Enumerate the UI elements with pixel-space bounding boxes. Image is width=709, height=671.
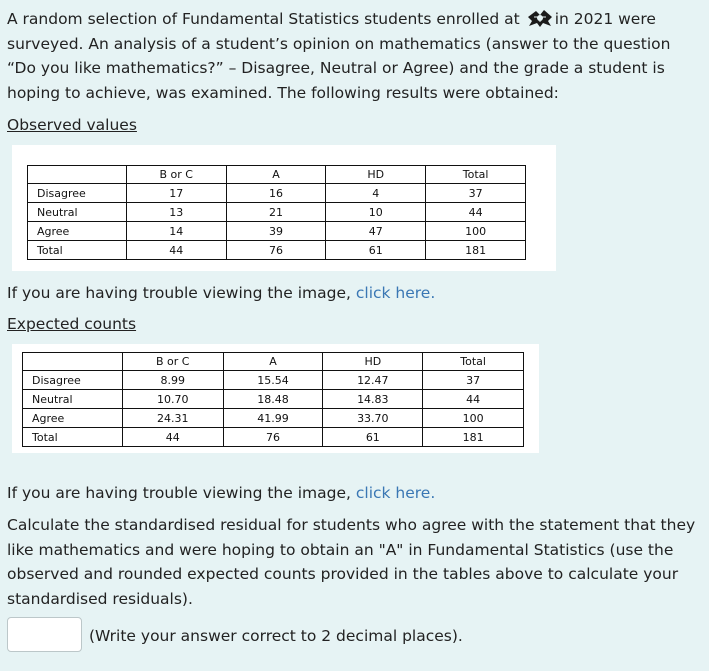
table-cell: 13	[126, 203, 226, 222]
intro-text-start: A random selection of Fundamental Statistics students enrolled at	[7, 10, 525, 28]
table-cell: 12.47	[323, 371, 423, 390]
table-cell: 44	[122, 428, 223, 447]
table-cell: A	[226, 166, 326, 184]
table-cell: 181	[423, 428, 524, 447]
table-header-row	[23, 353, 524, 371]
table-row	[23, 409, 524, 428]
table-cell: A	[223, 353, 323, 371]
table-row	[23, 428, 524, 447]
table-cell: B or C	[126, 166, 226, 184]
row-label: Agree	[28, 222, 127, 241]
table-row	[28, 241, 526, 260]
table-cell: Total	[426, 166, 526, 184]
table-header-row	[28, 166, 526, 184]
table-cell: 100	[423, 409, 524, 428]
expected-click-here-link[interactable]: click here.	[355, 484, 436, 502]
table-cell: 61	[323, 428, 423, 447]
table-cell: 37	[423, 371, 524, 390]
table-cell: HD	[323, 353, 423, 371]
table-cell: 4	[326, 184, 426, 203]
row-label: Neutral	[28, 203, 127, 222]
table-cell: 10.70	[122, 390, 223, 409]
observed-help-text	[7, 283, 435, 303]
intro-text-end: in 2021 were surveyed. An analysis of a student’s opinion on mathematics (answer to the question “Do you like mathematics?” – Disagree, Neutral or Agree) and the grade a student is hoping to achieve, was examined. The following results were obtained:	[7, 10, 671, 102]
table-cell: 44	[426, 203, 526, 222]
table-row	[23, 371, 524, 390]
help-prefix: If you are having trouble viewing the image,	[7, 484, 356, 502]
table-row	[28, 222, 526, 241]
table-cell: 76	[226, 241, 326, 260]
question-text: Calculate the standardised residual for students who agree with the statement that they like mathematics and were hoping to obtain an "A" in Fundamental Statistics (use the observed and rounded expected counts provided in the tables above to calculate your standardised residuals).	[7, 516, 696, 608]
table-cell	[28, 166, 127, 184]
row-label: Disagree	[23, 371, 123, 390]
table-row	[28, 203, 526, 222]
row-label: Total	[23, 428, 123, 447]
help-prefix: If you are having trouble viewing the image,	[7, 284, 356, 302]
expected-help-text	[7, 483, 435, 503]
table-cell: Total	[423, 353, 524, 371]
table-cell	[23, 353, 123, 371]
answer-input[interactable]	[7, 617, 82, 652]
answer-hint: (Write your answer correct to 2 decimal places).	[89, 627, 463, 645]
table-cell: 17	[126, 184, 226, 203]
table-cell: 8.99	[122, 371, 223, 390]
table-cell: 37	[426, 184, 526, 203]
table-cell: 44	[126, 241, 226, 260]
table-cell: 16	[226, 184, 326, 203]
table-cell: 39	[226, 222, 326, 241]
table-cell: 33.70	[323, 409, 423, 428]
row-label: Neutral	[23, 390, 123, 409]
table-cell: 181	[426, 241, 526, 260]
table-cell: 14	[126, 222, 226, 241]
table-cell: 76	[223, 428, 323, 447]
observed-click-here-link[interactable]: click here.	[355, 284, 436, 302]
expected-table	[22, 352, 524, 447]
expected-counts-heading: Expected counts	[7, 315, 137, 333]
university-logo-icon	[525, 8, 555, 28]
table-cell: 14.83	[323, 390, 423, 409]
intro-paragraph	[7, 7, 697, 105]
table-cell: 100	[426, 222, 526, 241]
observed-values-heading: Observed values	[7, 116, 137, 134]
table-cell: 21	[226, 203, 326, 222]
table-cell: 61	[326, 241, 426, 260]
table-cell: 24.31	[122, 409, 223, 428]
table-cell: 41.99	[223, 409, 323, 428]
table-cell: 15.54	[223, 371, 323, 390]
observed-table	[27, 165, 526, 260]
row-label: Agree	[23, 409, 123, 428]
table-cell: B or C	[122, 353, 223, 371]
table-cell: 10	[326, 203, 426, 222]
table-row	[28, 184, 526, 203]
row-label: Total	[28, 241, 127, 260]
row-label: Disagree	[28, 184, 127, 203]
table-cell: 18.48	[223, 390, 323, 409]
table-cell: HD	[326, 166, 426, 184]
table-cell: 47	[326, 222, 426, 241]
table-row	[23, 390, 524, 409]
table-cell: 44	[423, 390, 524, 409]
